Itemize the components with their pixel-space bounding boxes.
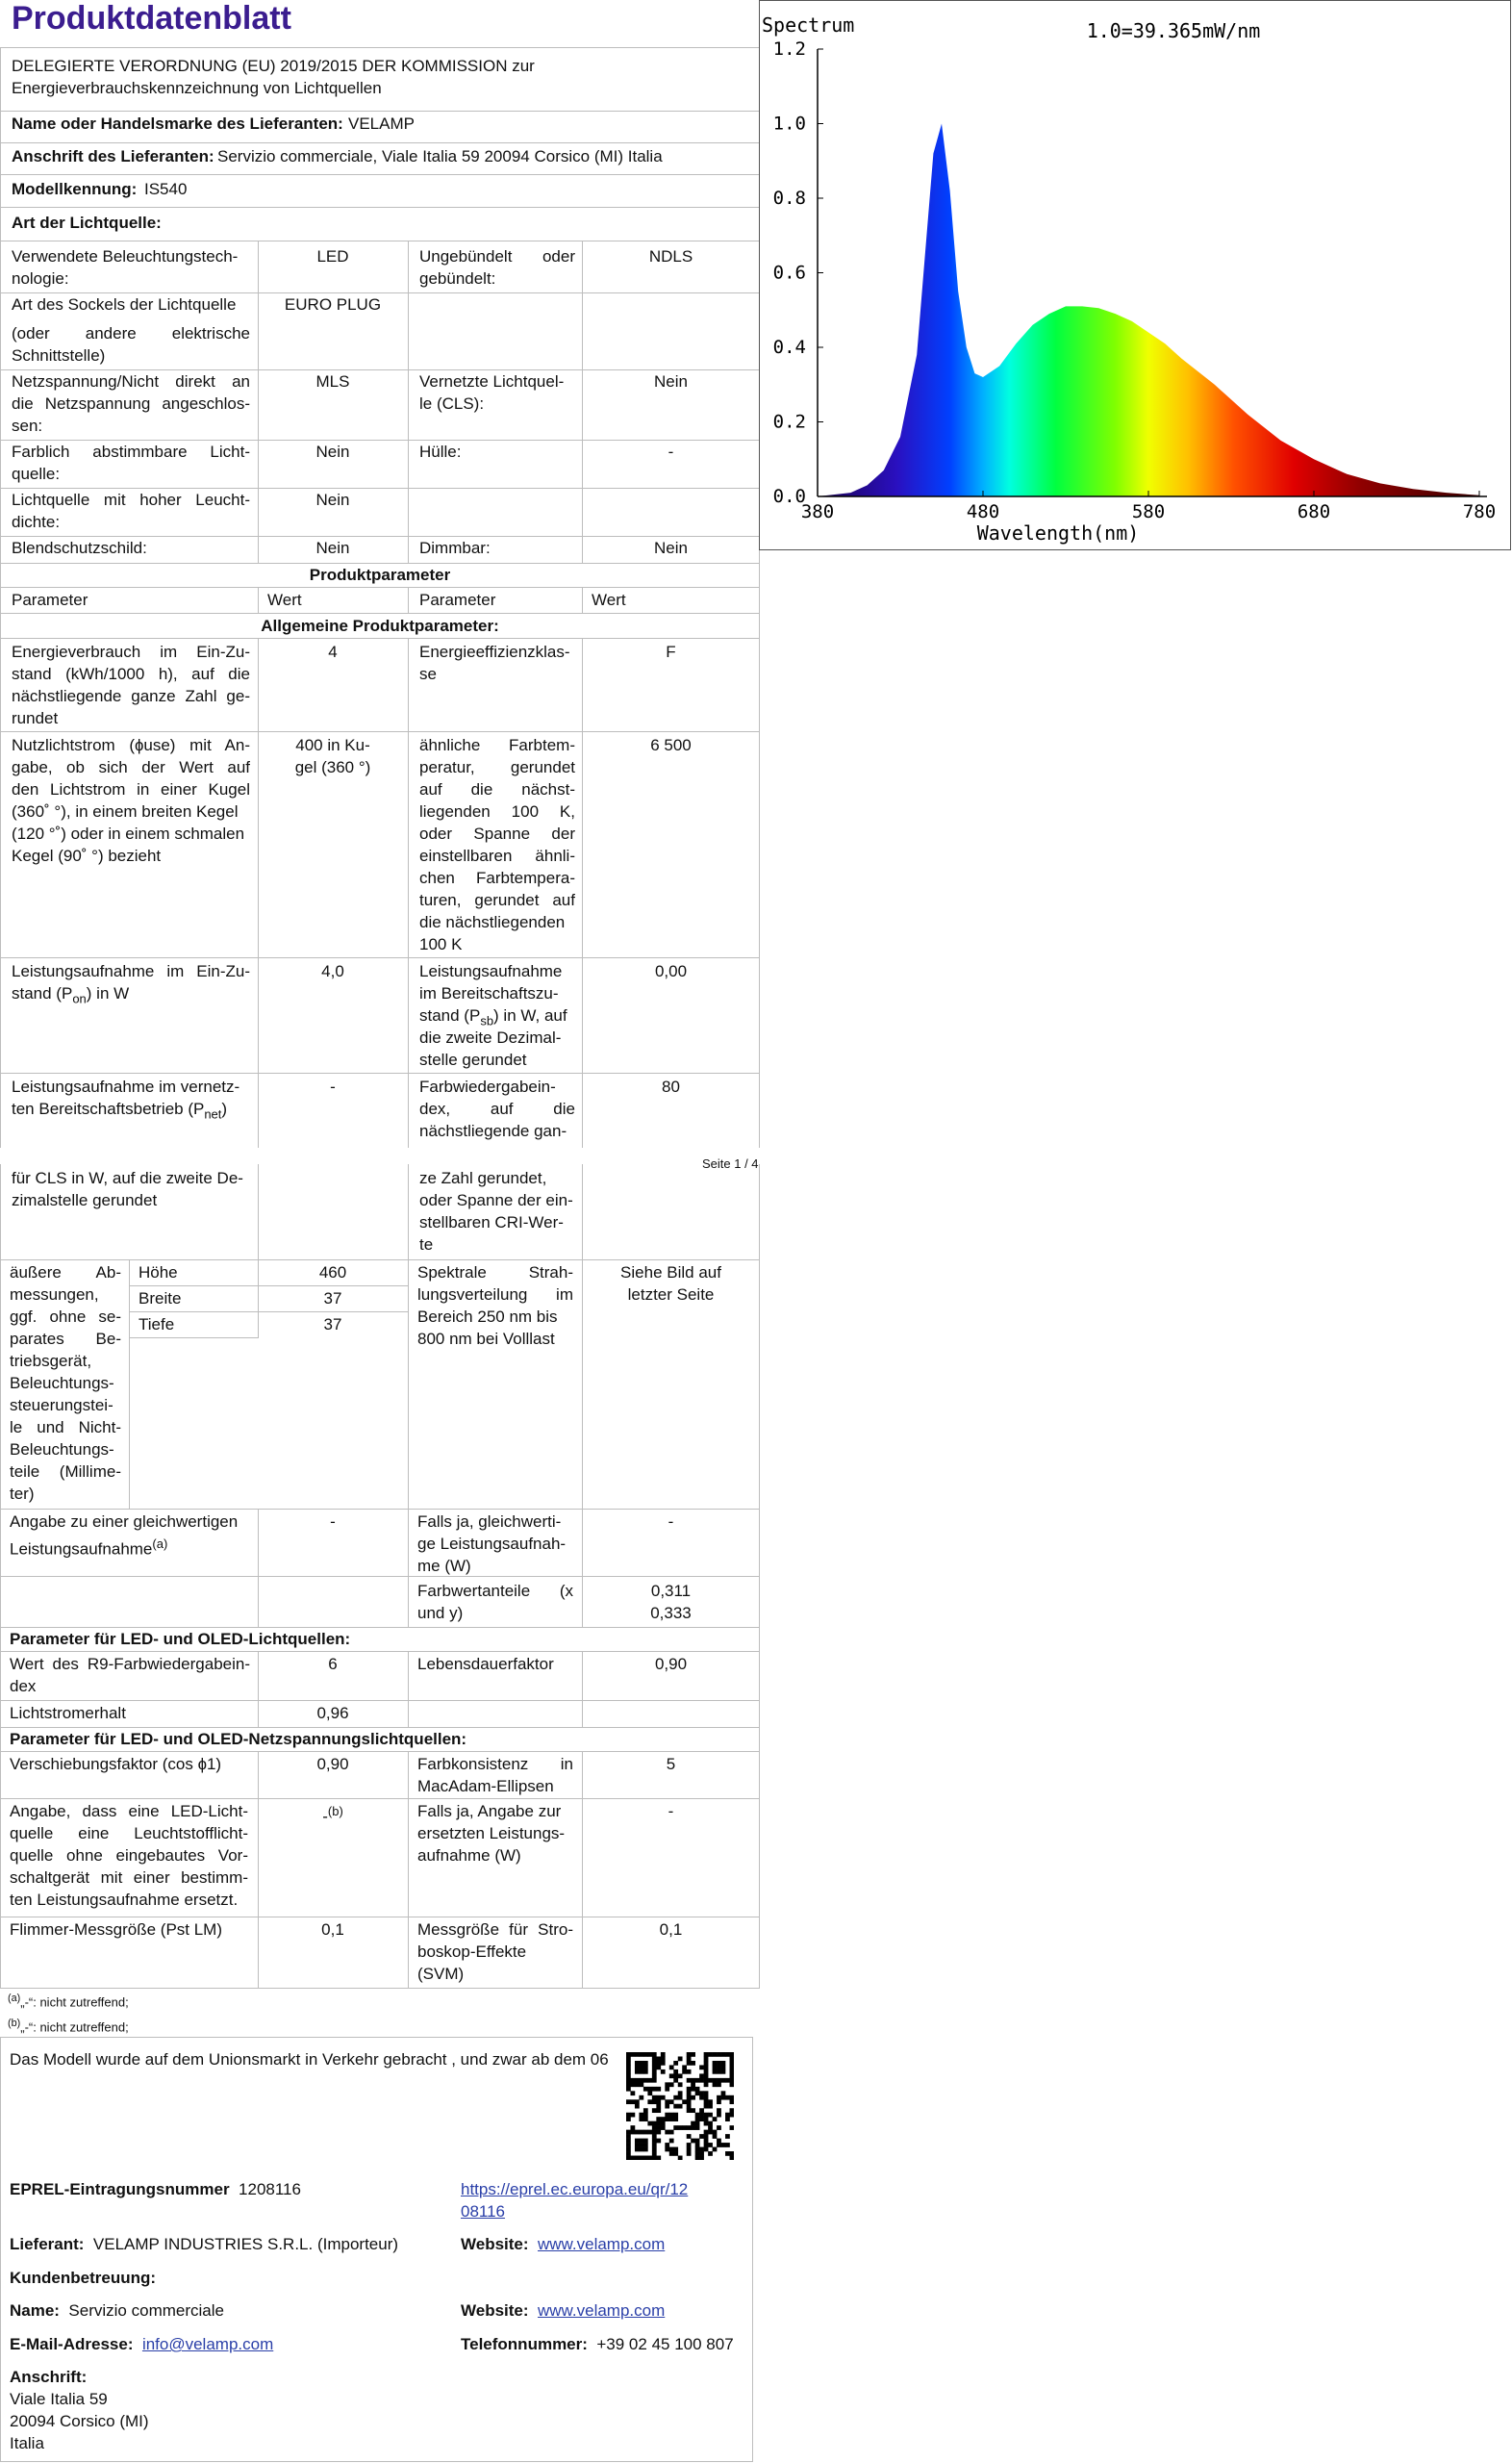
tech-label-2: nologie: bbox=[12, 269, 69, 288]
dimmable-value: Nein bbox=[654, 539, 688, 557]
pnet-cont-2: zimalstelle gerundet bbox=[12, 1191, 158, 1209]
y-tick-label-6: 1.2 bbox=[772, 38, 806, 60]
led-heading: Parameter für LED- und OLED-Lichtquellen: bbox=[10, 1630, 351, 1648]
equiv-line-1: Angabe zu einer gleichwertigen bbox=[10, 1512, 239, 1531]
psb-line-6: stelle gerundet bbox=[419, 1051, 527, 1069]
pon-value: 4,0 bbox=[321, 962, 344, 980]
chart-title: Spectrum bbox=[762, 13, 855, 37]
cls-label-1: Vernetzte Lichtquel- bbox=[419, 372, 565, 391]
x-tick-label-4: 780 bbox=[1462, 501, 1497, 522]
address-label: Anschrift: bbox=[10, 2368, 88, 2386]
flux-value-1: 400 in Ku- bbox=[295, 736, 370, 754]
cls-label-2: le (CLS): bbox=[419, 394, 485, 413]
cct-line-4: liegenden 100 K, bbox=[419, 802, 575, 821]
col-value-1: Wert bbox=[267, 591, 302, 609]
regulation-line-1: DELEGIERTE VERORDNUNG (EU) 2019/2015 DER KOMMISSION zur bbox=[12, 57, 535, 75]
website2-line: Website: www.velamp.com bbox=[461, 2301, 666, 2320]
col-param-2: Parameter bbox=[419, 591, 496, 609]
cls-value: Nein bbox=[654, 372, 688, 391]
general-table bbox=[0, 638, 760, 1148]
eff-class-value: F bbox=[666, 643, 676, 661]
regulation-line-2: Energieverbrauchskennzeichnung von Lichtquellen bbox=[12, 79, 382, 97]
energy-line-3: nächstliegende ganze Zahl ge- bbox=[12, 687, 250, 705]
eff-class-line-2: se bbox=[419, 665, 437, 683]
psb-line-5: die zweite Dezimal- bbox=[419, 1028, 562, 1047]
footnote-a: $^{(a)}$„-“: nicht zutreffend; bbox=[8, 1993, 129, 2010]
eff-class-line-1: Energieeffizienzklas- bbox=[419, 643, 570, 661]
dimmable-label: Dimmbar: bbox=[419, 539, 491, 557]
psb-line-3: stand $(P_{sb})$ in W, auf bbox=[419, 1006, 567, 1028]
cri-cont-1: ze Zahl gerundet, bbox=[419, 1169, 547, 1187]
replace-yes-value: - bbox=[668, 1802, 674, 1820]
supplier-address-value: Servizio commerciale, Viale Italia 59 20094 Corsico (MI) Italia bbox=[217, 147, 663, 165]
flux-line-5: (120 °˚) oder in einem schmalen bbox=[12, 825, 245, 843]
pon-line-2: stand $(P_{on})$ in W bbox=[12, 984, 130, 1006]
pnet-line-2: ten Bereitschaftsbetrieb $(P_{net})$ bbox=[12, 1100, 228, 1122]
flicker-label: Flimmer-Messgröße (Pst LM) bbox=[10, 1920, 223, 1939]
high-lum-label-2: dichte: bbox=[12, 513, 61, 531]
strobe-value: 0,1 bbox=[659, 1920, 683, 1939]
equiv-yes-1: Falls ja, gleichwerti- bbox=[417, 1512, 562, 1531]
color-value: Nein bbox=[315, 443, 350, 461]
height-value: 460 bbox=[318, 1263, 347, 1282]
cri-cont-2: oder Spanne der ein- bbox=[419, 1191, 573, 1209]
general-heading: Allgemeine Produktparameter: bbox=[261, 617, 499, 635]
glare-label: Blendschutzschild: bbox=[12, 539, 147, 557]
dims-line-10: teile (Millime- bbox=[10, 1462, 121, 1481]
shift-value: 0,90 bbox=[316, 1755, 349, 1773]
glare-value: Nein bbox=[315, 539, 350, 557]
cri-line-1: Farbwiedergabein- bbox=[419, 1078, 556, 1096]
address-line-3: Italia bbox=[10, 2434, 44, 2452]
x-axis-label: Wavelength(nm) bbox=[976, 521, 1140, 545]
width-label: Breite bbox=[139, 1289, 182, 1308]
replace-line-4: schaltgerät mit einer bestimm- bbox=[10, 1868, 248, 1887]
chroma-x: 0,311 bbox=[650, 1582, 692, 1600]
chart-scale-note: 1.0=39.365mW/nm bbox=[1086, 19, 1261, 42]
dims-line-5: triebsgerät, bbox=[10, 1352, 92, 1370]
maint-label: Lichtstromerhalt bbox=[10, 1704, 126, 1722]
r9-line-2: dex bbox=[10, 1677, 37, 1695]
energy-line-4: rundet bbox=[12, 709, 59, 727]
tech-value: LED bbox=[316, 247, 349, 266]
width-value: 37 bbox=[323, 1289, 342, 1308]
depth-value: 37 bbox=[323, 1315, 342, 1333]
strobe-line-3: (SVM) bbox=[417, 1965, 465, 1983]
spectrum-svg bbox=[760, 1, 1510, 549]
flux-value-2: gel (360 °) bbox=[294, 758, 371, 776]
consist-value: 5 bbox=[666, 1755, 676, 1773]
flux-line-3: den Lichtstrom in einer Kugel bbox=[12, 780, 250, 799]
spd-line-3: Bereich 250 nm bis bbox=[417, 1308, 558, 1326]
cri-line-2: dex, auf die bbox=[419, 1100, 575, 1118]
maint-value: 0,96 bbox=[316, 1704, 349, 1722]
cct-line-1: ähnliche Farbtem- bbox=[419, 736, 575, 754]
spd-line-1: Spektrale Strah- bbox=[417, 1263, 573, 1282]
dims-line-8: le und Nicht- bbox=[10, 1418, 121, 1436]
cct-line-10: 100 K bbox=[419, 935, 463, 953]
cct-line-8: turen, gerundet auf bbox=[419, 891, 575, 909]
socket-value: EURO PLUG bbox=[284, 295, 382, 314]
replace-yes-3: aufnahme (W) bbox=[417, 1846, 521, 1865]
shift-label: Verschiebungsfaktor (cos ɸ1) bbox=[10, 1755, 222, 1773]
eprel-link-2[interactable]: 08116 bbox=[461, 2202, 506, 2221]
dims-line-2: messungen, bbox=[10, 1285, 99, 1304]
energy-line-1: Energieverbrauch im Ein-Zu- bbox=[12, 643, 250, 661]
address-line-1: Viale Italia 59 bbox=[10, 2390, 108, 2408]
psb-value: 0,00 bbox=[654, 962, 688, 980]
flicker-value: 0,1 bbox=[321, 1920, 344, 1939]
spd-value-2: letzter Seite bbox=[627, 1285, 715, 1304]
dims-line-1: äußere Ab- bbox=[10, 1263, 121, 1282]
y-tick-label-4: 0.8 bbox=[772, 188, 806, 209]
y-tick-label-1: 0.2 bbox=[772, 411, 806, 433]
socket-label-3: Schnittstelle) bbox=[12, 346, 106, 365]
eprel-link-1[interactable]: https://eprel.ec.europa.eu/qr/12 bbox=[461, 2180, 689, 2198]
equiv-yes-2: ge Leistungsaufnah- bbox=[417, 1535, 567, 1553]
replace-value: -$^{(b)}$ bbox=[322, 1804, 343, 1826]
energy-value: 4 bbox=[328, 643, 338, 661]
mains-heading: Parameter für LED- und OLED-Netzspannungslichtquellen: bbox=[10, 1730, 467, 1748]
y-tick-label-3: 0.6 bbox=[772, 262, 806, 284]
y-tick-label-0: 0.0 bbox=[772, 486, 806, 507]
replace-line-2: quelle eine Leuchtstofflicht- bbox=[10, 1824, 248, 1842]
x-tick-label-2: 580 bbox=[1131, 501, 1166, 522]
spectrum-chart bbox=[759, 0, 1511, 550]
pnet-value: - bbox=[330, 1078, 336, 1096]
life-value: 0,90 bbox=[654, 1655, 688, 1673]
x-tick-label-3: 680 bbox=[1297, 501, 1331, 522]
energy-line-2: stand (kWh/1000 h), auf die bbox=[12, 665, 250, 683]
website-link[interactable]: www.velamp.com bbox=[538, 2235, 666, 2253]
cct-value: 6 500 bbox=[650, 736, 692, 754]
pon-line-1: Leistungsaufnahme im Ein-Zu- bbox=[12, 962, 250, 980]
cri-cont-3: stellbaren CRI-Wer- bbox=[419, 1213, 564, 1232]
cct-line-2: peratur, gerundet bbox=[419, 758, 575, 776]
chroma-line-1: Farbwertanteile (x bbox=[417, 1582, 573, 1600]
cct-line-3: auf die nächst- bbox=[419, 780, 575, 799]
mains-label-2: die Netzspannung angeschlos- bbox=[12, 394, 250, 413]
r9-value: 6 bbox=[328, 1655, 338, 1673]
y-tick-label-5: 1.0 bbox=[772, 113, 806, 135]
psb-line-2: im Bereitschaftszu- bbox=[419, 984, 559, 1003]
flux-line-4: (360˚ °), in einem breiten Kegel bbox=[12, 802, 239, 821]
footnote-b: $^{(b)}$„-“: nicht zutreffend; bbox=[8, 2018, 129, 2035]
spectrum-area bbox=[818, 124, 1479, 497]
dims-line-7: steuerungstei- bbox=[10, 1396, 113, 1414]
product-params-heading: Produktparameter bbox=[309, 566, 451, 584]
phone-line: Telefonnummer: +39 02 45 100 807 bbox=[461, 2335, 734, 2353]
equiv-yes-3: me (W) bbox=[417, 1557, 471, 1575]
website-line: Website: www.velamp.com bbox=[461, 2235, 666, 2253]
email-line: E-Mail-Adresse: info@velamp.com bbox=[10, 2335, 274, 2353]
r9-line-1: Wert des R9-Farbwiedergabein- bbox=[10, 1655, 250, 1673]
strobe-line-1: Messgröße für Stro- bbox=[417, 1920, 573, 1939]
col-param-1: Parameter bbox=[12, 591, 88, 609]
dims-line-9: Beleuchtungs- bbox=[10, 1440, 114, 1459]
cct-line-6: einstellbaren ähnli- bbox=[419, 847, 575, 865]
color-label-1: Farblich abstimmbare Licht- bbox=[12, 443, 250, 461]
cri-value: 80 bbox=[662, 1078, 680, 1096]
supplier-address-label: Anschrift des Lieferanten: bbox=[12, 147, 214, 165]
consist-line-1: Farbkonsistenz in bbox=[417, 1755, 573, 1773]
high-lum-value: Nein bbox=[315, 491, 350, 509]
flux-line-1: Nutzlichtstrom (ɸuse) mit An- bbox=[12, 736, 250, 754]
equiv-value: - bbox=[330, 1512, 336, 1531]
socket-label-1: Art des Sockels der Lichtquelle bbox=[12, 295, 237, 314]
dims-line-11: ter) bbox=[10, 1485, 35, 1503]
mains-value: MLS bbox=[315, 372, 350, 391]
spd-value-1: Siehe Bild auf bbox=[620, 1263, 721, 1282]
replace-line-1: Angabe, dass eine LED-Licht- bbox=[10, 1802, 248, 1820]
replace-yes-2: ersetzten Leistungs- bbox=[417, 1824, 566, 1842]
supplier-line: Lieferant: VELAMP INDUSTRIES S.R.L. (Importeur) bbox=[10, 2235, 399, 2253]
dims-line-4: parates Be- bbox=[10, 1330, 121, 1348]
bundled-label-2: gebündelt: bbox=[419, 269, 496, 288]
service-label: Kundenbetreuung: bbox=[10, 2269, 157, 2287]
x-tick-label-0: 380 bbox=[800, 501, 835, 522]
psb-line-1: Leistungsaufnahme bbox=[419, 962, 563, 980]
replace-line-3: quelle ohne eingebautes Vor- bbox=[10, 1846, 248, 1865]
address-line-2: 20094 Corsico (MI) bbox=[10, 2412, 149, 2430]
cct-line-9: die nächstliegenden bbox=[419, 913, 566, 931]
cct-line-5: oder Spanne der bbox=[419, 825, 575, 843]
param-header-row bbox=[0, 587, 760, 614]
strobe-line-2: boskop-Effekte bbox=[417, 1942, 527, 1961]
type-heading: Art der Lichtquelle: bbox=[12, 214, 162, 232]
chroma-y: 0,333 bbox=[650, 1604, 692, 1622]
mains-label-1: Netzspannung/Nicht direkt an bbox=[12, 372, 250, 391]
pnet-line-1: Leistungsaufnahme im vernetz- bbox=[12, 1078, 240, 1096]
website2-link[interactable]: www.velamp.com bbox=[538, 2301, 666, 2320]
supplier-name-label: Name oder Handelsmarke des Lieferanten: bbox=[12, 114, 343, 133]
eprel-line: EPREL-Eintragungsnummer 1208116 bbox=[10, 2180, 301, 2198]
dims-line-3: ggf. ohne se- bbox=[10, 1308, 121, 1326]
replace-yes-1: Falls ja, Angabe zur bbox=[417, 1802, 562, 1820]
supplier-name-value: VELAMP bbox=[348, 114, 415, 133]
email-link[interactable]: info@velamp.com bbox=[141, 2335, 274, 2353]
mains-label-3: sen: bbox=[12, 417, 43, 435]
height-label: Höhe bbox=[139, 1263, 178, 1282]
page-title: Produktdatenblatt bbox=[12, 0, 291, 37]
col-value-2: Wert bbox=[592, 591, 626, 609]
flux-line-2: gabe, ob sich der Wert auf bbox=[12, 758, 250, 776]
spd-line-4: 800 nm bei Volllast bbox=[417, 1330, 555, 1348]
shell-label: Hülle: bbox=[419, 443, 462, 461]
life-label: Lebensdauerfaktor bbox=[417, 1655, 554, 1673]
y-tick-label-2: 0.4 bbox=[772, 337, 806, 358]
shell-value: - bbox=[668, 443, 674, 461]
tech-label-1: Verwendete Beleuchtungstech- bbox=[12, 247, 239, 266]
pnet-cont-1: für CLS in W, auf die zweite De- bbox=[12, 1169, 243, 1187]
consist-line-2: MacAdam-Ellipsen bbox=[417, 1777, 554, 1795]
color-label-2: quelle: bbox=[12, 465, 61, 483]
bundled-value: NDLS bbox=[648, 247, 693, 266]
replace-line-5: ten Leistungsaufnahme ersetzt. bbox=[10, 1891, 239, 1909]
cri-line-3: nächstliegende gan- bbox=[419, 1122, 567, 1140]
model-value: IS540 bbox=[144, 180, 188, 198]
cri-cont-4: te bbox=[419, 1235, 434, 1254]
dims-line-6: Beleuchtungs- bbox=[10, 1374, 114, 1392]
high-lum-label-1: Lichtquelle mit hoher Leucht- bbox=[12, 491, 250, 509]
flux-line-6: Kegel (90˚ °) bezieht bbox=[12, 847, 162, 865]
bundled-label-1: Ungebündelt oder bbox=[419, 247, 575, 266]
chroma-line-2: und y) bbox=[417, 1604, 464, 1622]
equiv-line-2: Leistungsaufnahme$^{(a)}$ bbox=[10, 1536, 168, 1559]
model-label: Modellkennung: bbox=[12, 180, 138, 198]
market-text: Das Modell wurde auf dem Unionsmarkt in Verkehr gebracht , und zwar ab dem 06 bbox=[10, 2050, 609, 2069]
socket-label-2: (oder andere elektrische bbox=[12, 324, 250, 343]
cct-line-7: chen Farbtempera- bbox=[419, 869, 575, 887]
name-line: Name: Servizio commerciale bbox=[10, 2301, 224, 2320]
equiv-yes-value: - bbox=[668, 1512, 674, 1531]
spd-line-2: lungsverteilung im bbox=[417, 1285, 573, 1304]
depth-label: Tiefe bbox=[139, 1315, 175, 1333]
x-tick-label-1: 480 bbox=[966, 501, 1000, 522]
qr-code-icon bbox=[626, 2052, 734, 2160]
page-number: Seite 1 / 4 bbox=[702, 1156, 759, 1171]
